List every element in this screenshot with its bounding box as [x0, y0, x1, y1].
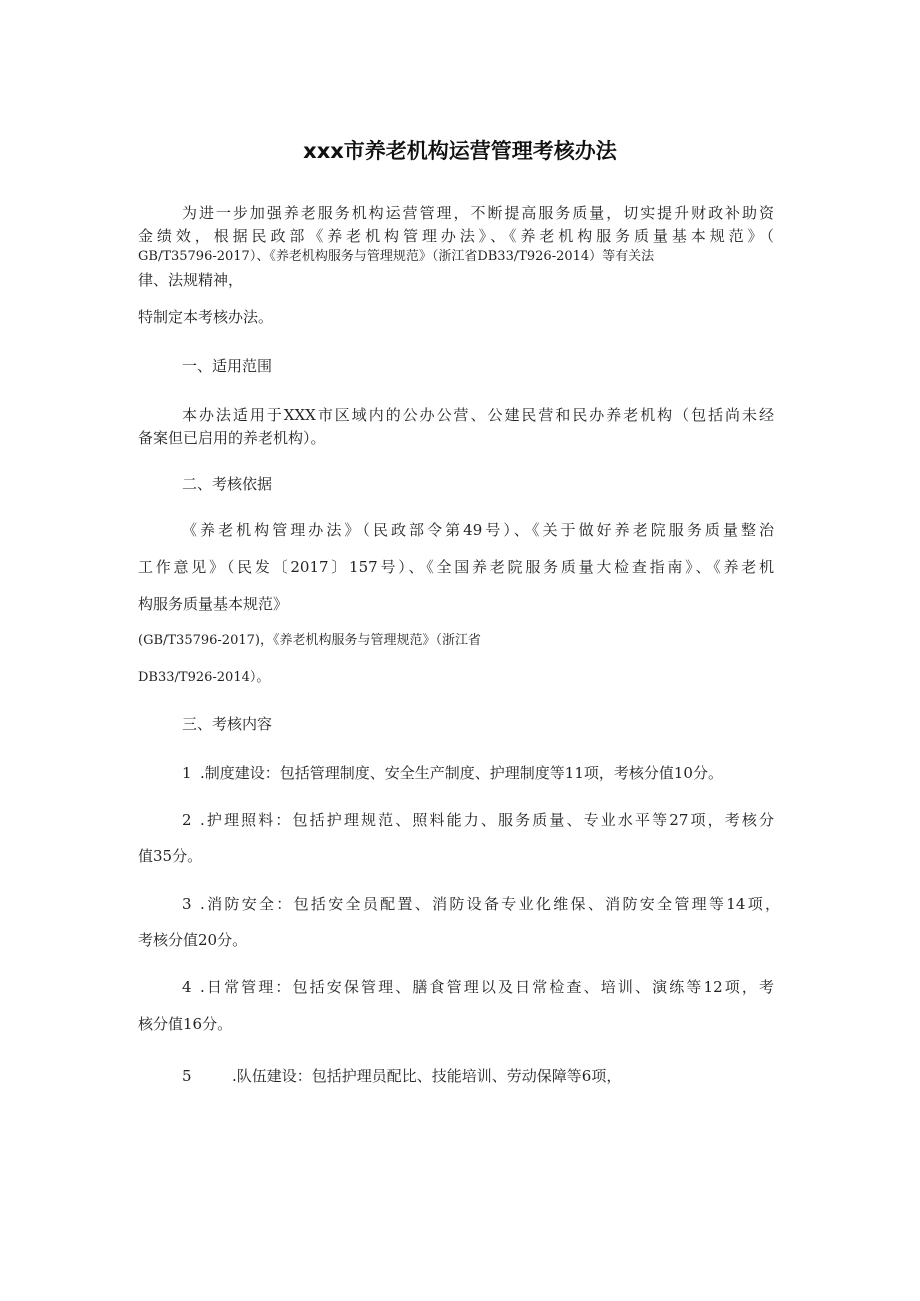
scope-line-1: 本办法适用于XXX市区域内的公办公营、公建民营和民办养老机构（包括尚未经 — [182, 406, 774, 424]
item-number: 2 — [182, 811, 192, 829]
item-text-line-1: .消防安全：包括安全员配置、消防设备专业化维保、消防安全管理等14项， — [200, 895, 780, 913]
item-text-line-1: .队伍建设：包括护理员配比、技能培训、劳动保障等6项， — [232, 1067, 622, 1085]
section-heading-content: 三、考核内容 — [182, 715, 273, 733]
item-text-line-1: .制度建设：包括管理制度、安全生产制度、护理制度等11项，考核分值10分。 — [200, 764, 723, 782]
intro-line-3: GB/T35796-2017）、《养老机构服务与管理规范》（浙江省DB33/T926-2014）等有关法 — [138, 249, 655, 264]
basis-line-5: DB33/T926-2014）。 — [138, 670, 270, 685]
intro-line-5: 特制定本考核办法。 — [138, 308, 274, 326]
item-number: 1 — [182, 764, 192, 782]
item-text-line-2: 核分值16分。 — [138, 1015, 233, 1033]
item-text-line-1: .日常管理：包括安保管理、膳食管理以及日常检查、培训、演练等12项，考 — [200, 978, 774, 996]
basis-line-3: 构服务质量基本规范》 — [138, 595, 289, 613]
section-heading-scope: 一、适用范围 — [182, 357, 273, 375]
item-number: 4 — [182, 978, 192, 996]
intro-line-2: 金绩效，根据民政部《养老机构管理办法》、《养老机构服务质量基本规范》（ — [138, 227, 774, 245]
document-title: xxx市养老机构运营管理考核办法 — [303, 139, 617, 163]
intro-line-4: 律、法规精神， — [138, 271, 244, 289]
basis-line-2: 工作意见》（民发〔2017〕157号）、《全国养老院服务质量大检查指南》、《养老机 — [138, 558, 774, 576]
section-heading-basis: 二、考核依据 — [182, 475, 273, 493]
item-text-line-2: 值35分。 — [138, 847, 203, 865]
basis-line-4: (GB/T35796-2017)，《养老机构服务与管理规范》（浙江省 — [138, 633, 481, 648]
item-number: 3 — [182, 895, 192, 913]
item-text-line-2: 考核分值20分。 — [138, 931, 248, 949]
scope-line-2: 备案但已启用的养老机构）。 — [138, 429, 326, 447]
item-number: 5 — [182, 1067, 192, 1085]
intro-line-1: 为进一步加强养老服务机构运营管理，不断提高服务质量，切实提升财政补助资 — [182, 204, 774, 222]
basis-line-1: 《养老机构管理办法》（民政部令第49号）、《关于做好养老院服务质量整治 — [182, 521, 774, 539]
item-text-line-1: .护理照料：包括护理规范、照料能力、服务质量、专业水平等27项，考核分 — [200, 811, 774, 829]
